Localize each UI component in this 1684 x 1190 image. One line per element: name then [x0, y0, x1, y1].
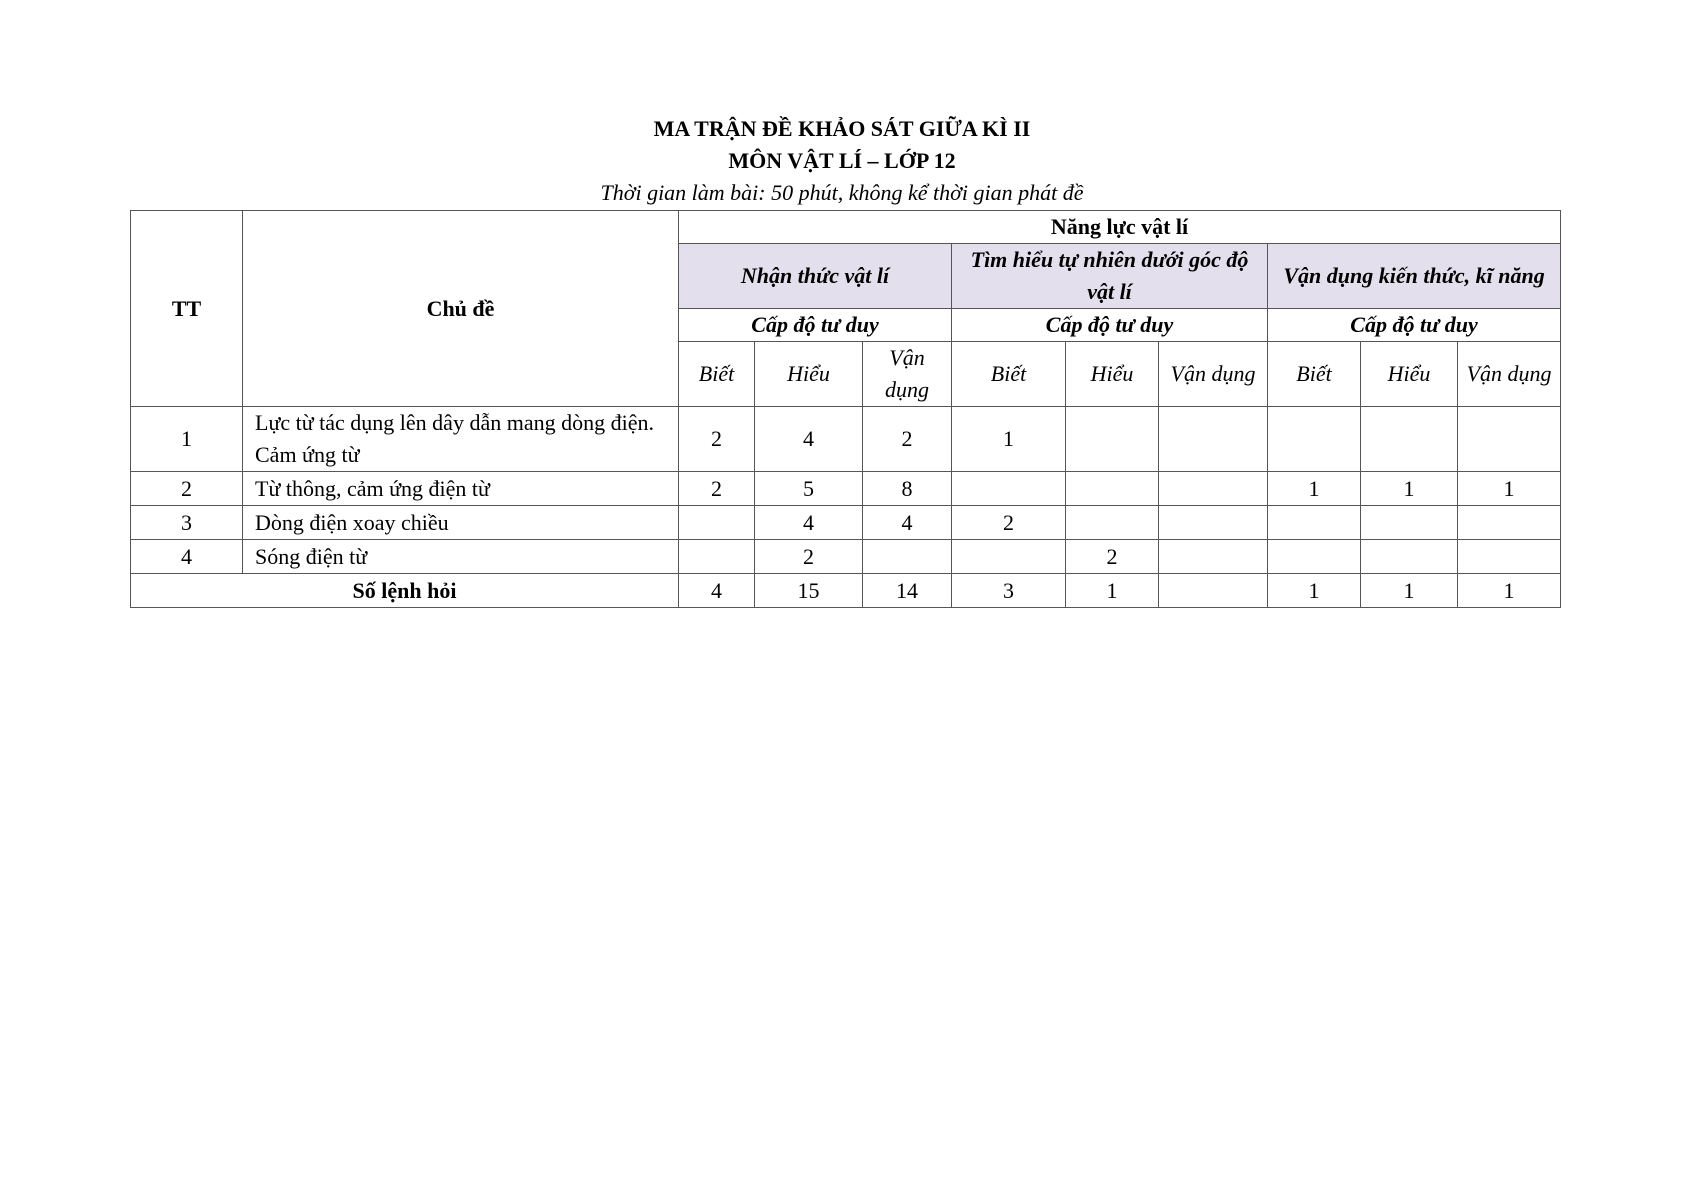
total-row — [131, 574, 1561, 608]
group-header-0: Nhận thức vật lí — [679, 244, 952, 309]
document-subtitle: Thời gian làm bài: 50 phút, không kể thời gian phát đề — [600, 180, 1084, 205]
level-biet: Biết — [679, 342, 755, 407]
level-van-dung: Vận dụng — [1458, 342, 1561, 407]
row-tt: 2 — [131, 472, 243, 506]
total-cell: 3 — [952, 574, 1066, 608]
cell — [1458, 506, 1561, 540]
group-header-1: Tìm hiểu tự nhiên dưới góc độ vật lí — [952, 244, 1268, 309]
cell — [1066, 506, 1159, 540]
cell: 2 — [1066, 540, 1159, 574]
level-biet: Biết — [952, 342, 1066, 407]
row-tt: 4 — [131, 540, 243, 574]
cell — [1361, 540, 1458, 574]
table-row — [131, 540, 1561, 574]
cell — [1268, 540, 1361, 574]
total-cell — [1159, 574, 1268, 608]
exam-matrix-table — [130, 210, 1561, 608]
total-cell: 4 — [679, 574, 755, 608]
level-hieu: Hiểu — [1361, 342, 1458, 407]
cell: 5 — [755, 472, 863, 506]
cell — [952, 540, 1066, 574]
cell — [1066, 407, 1159, 472]
cell: 4 — [863, 506, 952, 540]
row-tt: 3 — [131, 506, 243, 540]
row-topic: Sóng điện từ — [243, 540, 679, 574]
cell — [1361, 506, 1458, 540]
total-cell: 14 — [863, 574, 952, 608]
document-title: MA TRẬN ĐỀ KHẢO SÁT GIỮA KÌ II — [653, 116, 1031, 141]
cell: 1 — [952, 407, 1066, 472]
cell: 2 — [863, 407, 952, 472]
header-row-1 — [131, 211, 1561, 244]
row-topic: Lực từ tác dụng lên dây dẫn mang dòng điện. Cảm ứng từ — [243, 407, 679, 472]
document-subject: MÔN VẬT LÍ – LỚP 12 — [728, 148, 956, 173]
row-topic: Từ thông, cảm ứng điện từ — [243, 472, 679, 506]
total-cell: 15 — [755, 574, 863, 608]
cell — [1458, 540, 1561, 574]
cell: 2 — [679, 407, 755, 472]
cell — [1159, 472, 1268, 506]
total-cell: 1 — [1361, 574, 1458, 608]
total-label: Số lệnh hỏi — [131, 574, 679, 608]
cell: 4 — [755, 506, 863, 540]
row-topic: Dòng điện xoay chiều — [243, 506, 679, 540]
cell — [1159, 407, 1268, 472]
cell: 2 — [952, 506, 1066, 540]
table-row — [131, 472, 1561, 506]
total-cell: 1 — [1066, 574, 1159, 608]
cell — [1159, 506, 1268, 540]
table-row — [131, 407, 1561, 472]
level-van-dung: Vận dụng — [863, 342, 952, 407]
total-cell: 1 — [1458, 574, 1561, 608]
cell: 4 — [755, 407, 863, 472]
level-van-dung: Vận dụng — [1159, 342, 1268, 407]
cell: 2 — [755, 540, 863, 574]
cell: 1 — [1458, 472, 1561, 506]
cell — [1159, 540, 1268, 574]
cell: 8 — [863, 472, 952, 506]
cell — [679, 506, 755, 540]
level-label-0: Cấp độ tư duy — [679, 309, 952, 342]
table-row — [131, 506, 1561, 540]
level-hieu: Hiểu — [755, 342, 863, 407]
header-competency: Năng lực vật lí — [679, 211, 1561, 244]
cell — [863, 540, 952, 574]
cell: 1 — [1268, 472, 1361, 506]
cell: 1 — [1361, 472, 1458, 506]
cell — [1268, 407, 1361, 472]
cell — [1458, 407, 1561, 472]
level-biet: Biết — [1268, 342, 1361, 407]
cell — [1268, 506, 1361, 540]
cell — [679, 540, 755, 574]
level-label-2: Cấp độ tư duy — [1268, 309, 1561, 342]
cell — [1361, 407, 1458, 472]
level-hieu: Hiểu — [1066, 342, 1159, 407]
cell: 2 — [679, 472, 755, 506]
row-tt: 1 — [131, 407, 243, 472]
header-tt: TT — [131, 211, 243, 407]
group-header-2: Vận dụng kiến thức, kĩ năng — [1268, 244, 1561, 309]
cell — [1066, 472, 1159, 506]
level-label-1: Cấp độ tư duy — [952, 309, 1268, 342]
header-topic: Chủ đề — [243, 211, 679, 407]
cell — [952, 472, 1066, 506]
total-cell: 1 — [1268, 574, 1361, 608]
